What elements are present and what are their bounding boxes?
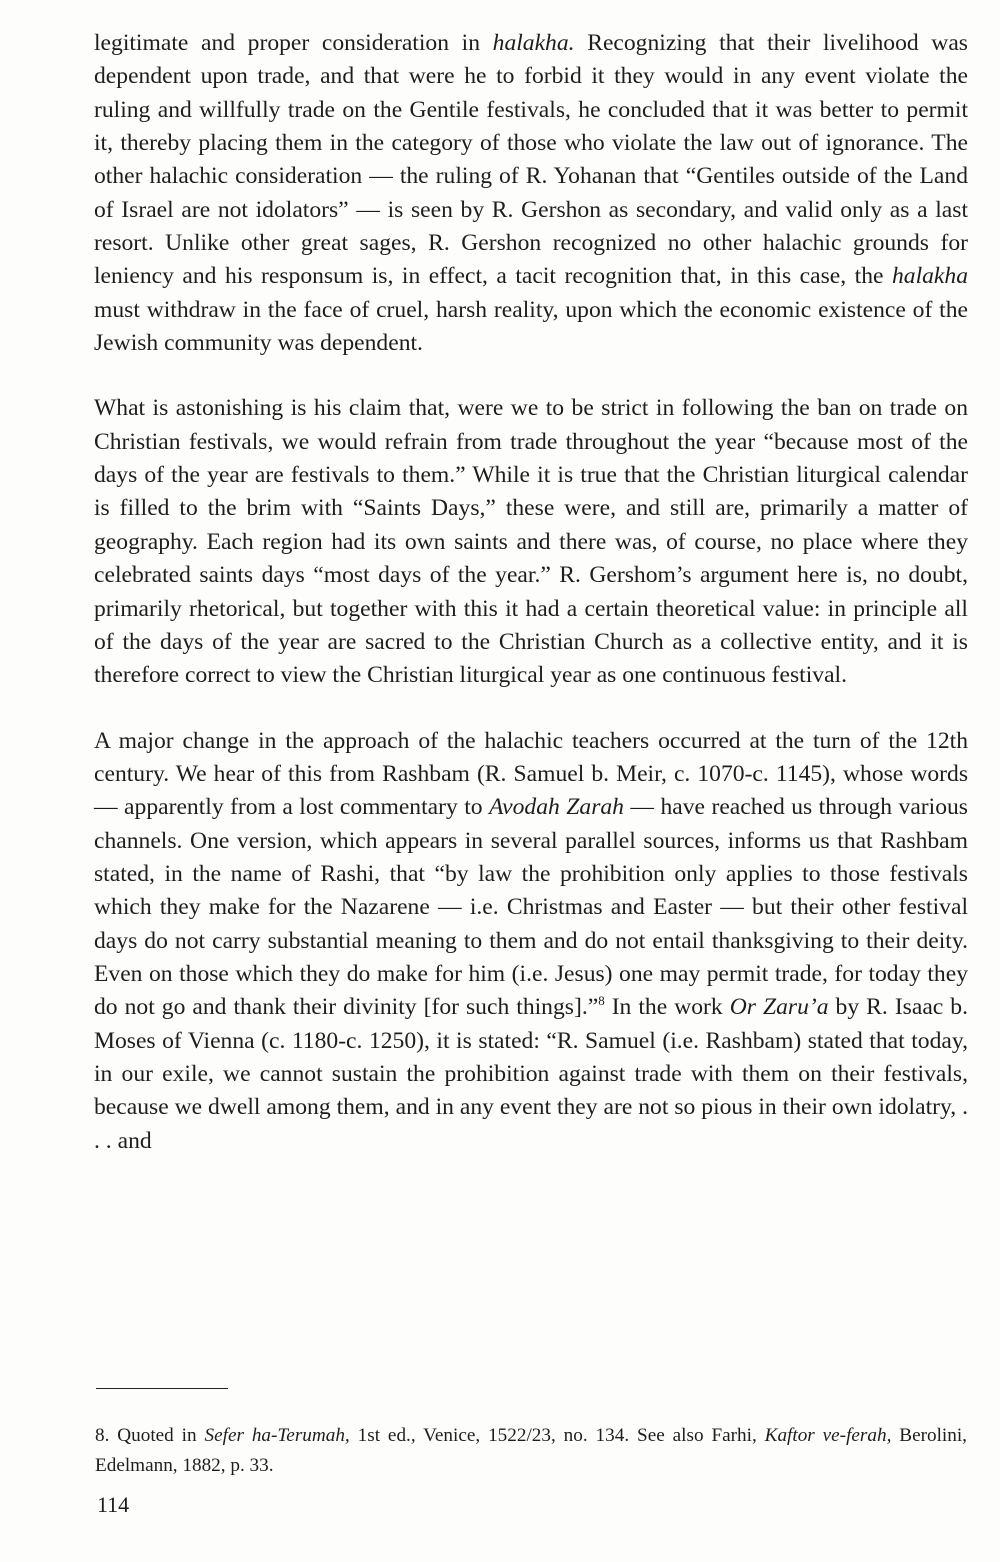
text-run: legitimate and proper consideration in — [94, 30, 493, 56]
italic-text: Kaftor ve-ferah, — [764, 1425, 892, 1447]
footnote-ref-8: 8 — [598, 993, 605, 1009]
text-run: by R. Isaac b. Moses of Vienna (c. 1180-c. 1250), it is stated: “R. Samuel (i.e. Rashbam) stated that today, in our exile, we cannot sustain the prohibition against trade with them on their festivals, because we dwell among them, and in any event they are not so pious in their own idolatry, . . . and — [94, 994, 968, 1154]
italic-text: Sefer ha-Terumah, — [204, 1425, 350, 1447]
text-run: — have reached us through various channels. One version, which appears in several parallel sources, informs us that Rashbam stated, in the name of Rashi, that “by law the prohibition only applies to those festivals which they make for the Nazarene — i.e. Christmas and Easter — but their other festival days do not carry substantial meaning to them and do not entail thanksgiving to their deity. Even on those which they do make for him (i.e. Jesus) one may permit trade, for today they do not go and thank their divinity [for such things].” — [94, 794, 968, 1021]
text-run: A major change in the approach of the halachic teachers occurred at the turn of the 12th century. We hear of this from Rashbam (R. Samuel b. Meir, c. 1070-c. 1145), whose words — apparently from a lost commentary to — [94, 727, 968, 821]
paragraph-1 — [94, 27, 968, 360]
italic-text: halakha. — [492, 30, 575, 56]
text-run: must withdraw in the face of cruel, harsh reality, upon which the economic existence of the Jewish community was dependent. — [94, 296, 968, 357]
paragraph-2 — [94, 392, 968, 692]
text-run: 1st ed., Venice, 1522/23, no. 134. See also Farhi, — [349, 1425, 765, 1447]
text-run: 8. Quoted in — [95, 1425, 205, 1447]
italic-text: halakha — [891, 263, 968, 290]
text-run: What is astonishing is his claim that, were we to be strict in following the ban on trade on Christian festivals, we would refrain from trade throughout the year “because most of the days of the year are festivals to them.” While it is true that the Christian liturgical calendar is filled to the brim with “Saints Days,” these were, and still are, primarily a matter of geography. Each region had its own saints and there was, of course, no place where they celebrated saints days “most days of the year.” R. Gershom’s argument here is, no doubt, primarily rhetorical, but together with this it had a certain theoretical value: in principle all of the days of the year are sacred to the Christian Church as a collective entity, and it is therefore correct to view the Christian liturgical year as one continuous festival. — [94, 395, 968, 689]
text-run: In the work — [604, 994, 730, 1021]
italic-text: Avodah Zarah — [489, 794, 624, 821]
footnote-divider — [96, 1388, 228, 1389]
footnote-8 — [95, 1421, 967, 1480]
text-run: Recognizing that their livelihood was dependent upon trade, and that were he to forbid it they would in any event violate the ruling and willfully trade on the Gentile festivals, he concluded that it was better to permit it, thereby placing them in the category of those who violate the law out of ignorance. The other halachic consideration — the ruling of R. Yohanan that “Gentiles outside of the Land of Israel are not idolators” — is seen by R. Gershon as secondary, and valid only as a last resort. Unlike other great sages, R. Gershon recognized no other halachic grounds for leniency and his responsum is, in effect, a tacit recognition that, in this case, the — [94, 30, 968, 290]
paragraph-3 — [94, 725, 968, 1158]
text-run: Berolini, Edelmann, 1882, p. 33. — [95, 1425, 967, 1476]
italic-text: Or Zaru’a — [729, 994, 829, 1021]
body-text — [94, 27, 968, 1190]
page-number: 114 — [97, 1492, 130, 1517]
